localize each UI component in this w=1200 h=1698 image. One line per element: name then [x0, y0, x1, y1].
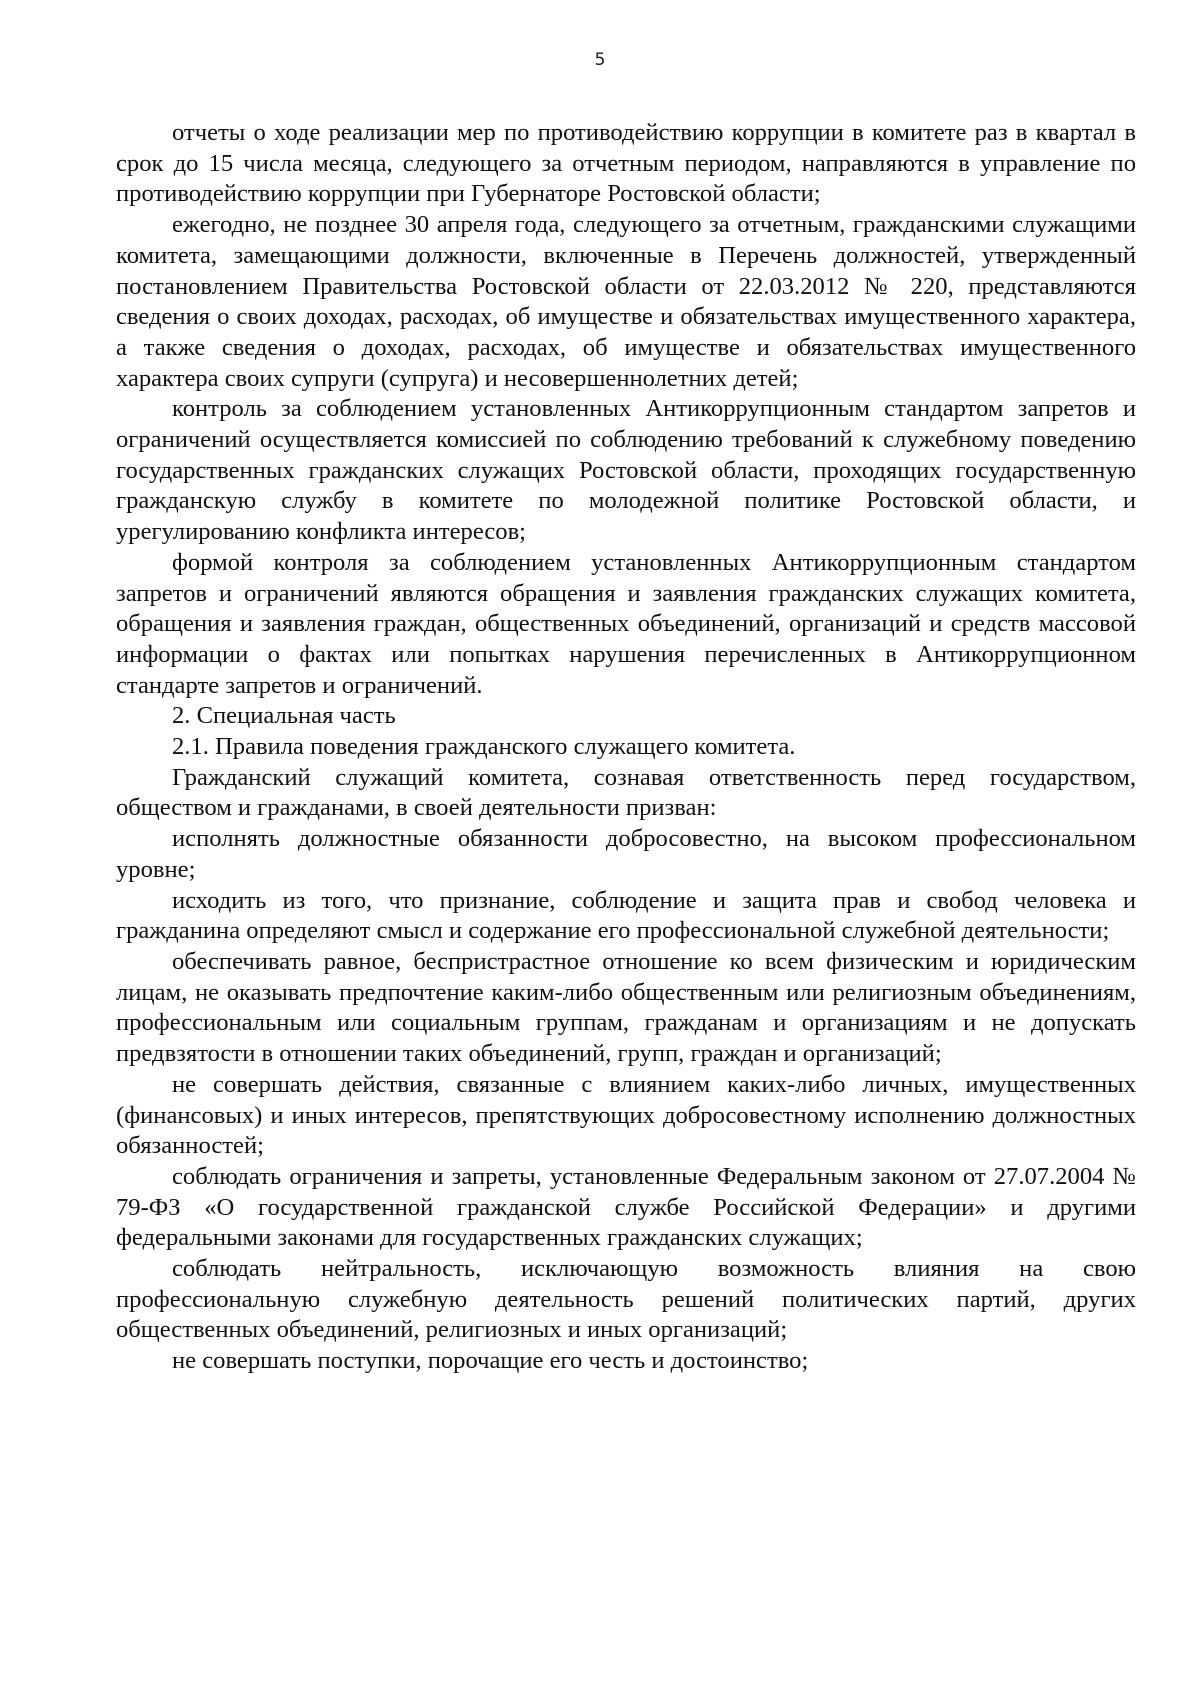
list-item-no-influence: не совершать действия, связанные с влиянием каких-либо личных, имущественных (финансовых) и иных интересов, препятствующих добросовестному исполнению должностных обязанностей; [116, 1070, 1136, 1160]
list-item-no-discrediting-acts: не совершать поступки, порочащие его честь и достоинство; [172, 1347, 809, 1375]
list-item-perform-duties: исполнять должностные обязанности добросовестно, на высоком профессиональном уровне; [116, 825, 1136, 883]
page-number: 5 [594, 50, 606, 70]
list-item-observe-restrictions: соблюдать ограничения и запреты, установленные Федеральным законом от 27.07.2004 № 79-ФЗ «О государственной гражданской службе Российской Федерации» и другими федеральными законами для государственных гражданских служащих; [116, 1162, 1136, 1252]
subsection-heading-conduct-rules: 2.1. Правила поведения гражданского служащего комитета. [172, 733, 796, 761]
paragraph-reports: отчеты о ходе реализации мер по противодействию коррупции в комитете раз в квартал в срок до 15 числа месяца, следующего за отчетным периодом, направляются в управление по противодействию коррупции при Губернаторе Ростовской области; [116, 119, 1136, 208]
list-item-human-rights: исходить из того, что признание, соблюдение и защита прав и свобод человека и гражданина определяют смысл и содержание его профессиональной служебной деятельности; [116, 886, 1136, 945]
section-heading-special-part: 2. Специальная часть [172, 702, 396, 730]
paragraph-control-commission: контроль за соблюдением установленных Антикоррупционным стандартом запретов и ограничений осуществляется комиссией по соблюдению требований к служебному поведению государственных гражданских служащих Ростовской области, проходящих государственную гражданскую службу в комитете по молодежной политике Ростовской области, и урегулированию конфликта интересов; [116, 395, 1136, 546]
list-item-equal-treatment: обеспечивать равное, беспристрастное отношение ко всем физическим и юридическим лицам, не оказывать предпочтение каким-либо общественным или религиозным объединениям, профессиональным или социальным группам, гражданам и организациям и не допускать предвзятости в отношении таких объединений, групп, граждан и организаций; [116, 947, 1136, 1068]
paragraph-annual-declarations: ежегодно, не позднее 30 апреля года, следующего за отчетным, гражданскими служащими комитета, замещающими должности, включенные в Перечень должностей, утвержденный постановлением Правительства Ростовской области от 22.03.2012 № 220, представляются сведения о своих доходах, расходах, об имуществе и обязательствах имущественного характера, а также сведения о доходах, расходах, об имуществе и обязательствах имущественного характера своих супруги (супруга) и несовершеннолетних детей; [116, 211, 1136, 392]
list-item-neutrality: соблюдать нейтральность, исключающую возможность влияния на свою профессиональную служебную деятельность решений политических партий, других общественных объединений, религиозных и иных организаций; [116, 1255, 1136, 1344]
document-body [116, 118, 1136, 1377]
paragraph-control-form: формой контроля за соблюдением установленных Антикоррупционным стандартом запретов и ограничений являются обращения и заявления гражданских служащих комитета, обращения и заявления граждан, общественных объединений, организаций и средств массовой информации о фактах или попытках нарушения перечисленных в Антикоррупционном стандарте запретов и ограничений. [116, 548, 1136, 699]
paragraph-servant-called: Гражданский служащий комитета, сознавая ответственность перед государством, обществом и гражданами, в своей деятельности призван: [116, 763, 1136, 822]
